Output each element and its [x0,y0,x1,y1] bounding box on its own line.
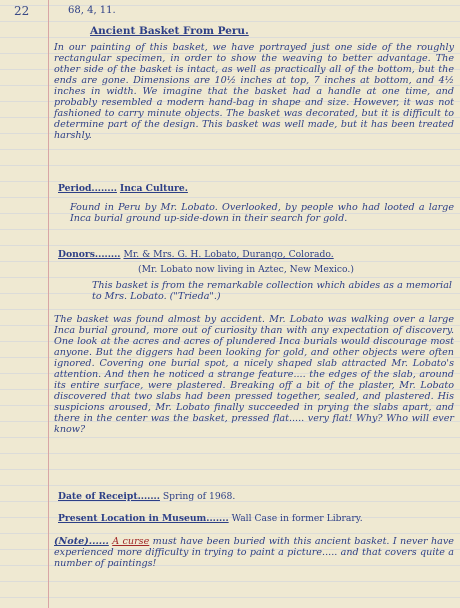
location-value: Wall Case in former Library. [231,513,363,524]
donors-value: Mr. & Mrs. G. H. Lobato, Durango, Colorado. [123,249,334,260]
entry-heading: Ancient Basket From Peru. [90,25,249,37]
discovery-story: The basket was found almost by accident. Mr. Lobato was walking over a large Inca burial ground, more out of curiosity than with any expectation of discovery. One look at the acres and acres of plundered Inca burials would discourage most anyone. But the diggers had been looking for gold, and other objects were often ignored. Covering one burial spot, a nicely shaped slab attracted Mr. Lobato's attention. And then he noticed a strange feature.... the edges of the slab, around its entire surface, were plastered. Breaking off a bit of the plaster, Mr. Lobato discovered that two slabs had been pressed together, sealed, and plastered. His suspicions aroused, Mr. Lobato finally succeeded in prying the slabs apart, and there in the center was the basket, pressed flat..... very flat! Why? Who will ever know? [54,314,454,435]
entry-date: 68, 4, 11. [68,5,116,16]
location-label: Present Location in Museum....... [58,513,229,524]
location-row [58,514,363,525]
receipt-value: Spring of 1968. [162,491,236,502]
donors-label: Donors........ [58,249,121,260]
donors-note: (Mr. Lobato now living in Aztec, New Mexico.) [138,264,354,275]
receipt-row [58,492,235,503]
margin-line [48,0,49,608]
note-curse: A curse [112,536,150,547]
note-label: (Note)...... [54,536,109,547]
found-text: Found in Peru by Mr. Lobato. Overlooked, by people who had looted a large Inca burial ground up-side-down in their search for gold. [70,202,454,224]
period-label: Period........ [58,183,117,194]
period-value: Inca Culture. [119,183,188,194]
collection-text: This basket is from the remarkable collection which abides as a memorial to Mrs. Lobato. ("Trieda".) [92,280,452,302]
note-text: must have been buried with this ancient basket. I never have experienced more difficulty in trying to paint a picture..... and that covers quite a number of paintings! [54,536,454,569]
period-row [58,184,188,195]
donors-row [58,250,334,261]
basket-description: In our painting of this basket, we have portrayed just one side of the roughly rectangular specimen, in order to show the weaving to better advantage. The other side of the basket is intact, as well as practically all of the bottom, but the ends are gone. Dimensions are 10½ inches at top, 7 inches at bottom, and 4½ inches in width. We imagine that the basket had a handle at one time, and probably resembled a modern hand-bag in shape and size. However, it was not fashioned to carry minute objects. The basket was decorated, but it is difficult to determine part of the design. This basket was well made, but it has been treated harshly. [54,42,454,141]
closing-note [54,536,454,596]
receipt-label: Date of Receipt....... [58,491,160,502]
page-number: 22 [14,4,30,18]
